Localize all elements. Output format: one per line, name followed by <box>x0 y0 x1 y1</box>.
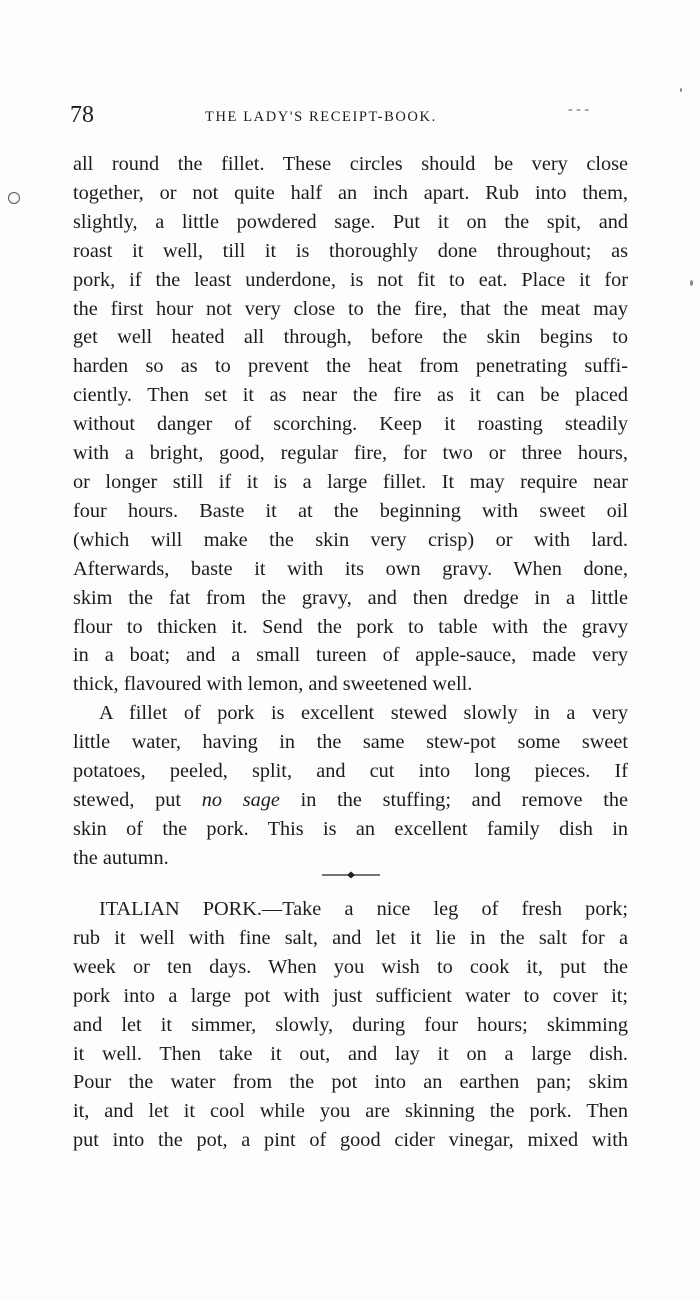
text-line: rub it well with fine salt, and let it lie in the salt for a <box>73 926 628 949</box>
text-line: or longer still if it is a large fillet. It may require near <box>73 470 628 493</box>
text-run: stewed, put <box>73 788 202 811</box>
text-line: it well. Then take it out, and lay it on a large dish. <box>73 1042 628 1065</box>
page-header <box>70 102 630 138</box>
page-number: 78 <box>70 102 94 128</box>
text-line: (which will make the skin very crisp) or with lard. <box>73 528 628 551</box>
margin-mark <box>8 192 20 204</box>
text-line: with a bright, good, regular fire, for two or three hours, <box>73 442 628 465</box>
body-text-bottom <box>73 895 628 1155</box>
recipe-heading-line: ITALIAN PORK.—Take a nice leg of fresh pork; <box>99 898 628 920</box>
text-line: all round the fillet. These circles should be very close <box>73 153 628 175</box>
text-line: it, and let it cool while you are skinning the pork. Then <box>73 1100 628 1123</box>
text-line: without danger of scorching. Keep it roasting steadily <box>73 413 628 436</box>
text-line: ciently. Then set it as near the fire as it can be placed <box>73 384 628 407</box>
ink-speck <box>680 88 682 92</box>
text-line: Pour the water from the pot into an earthen pan; skim <box>73 1071 628 1094</box>
text-line: thick, flavoured with lemon, and sweetened well. <box>73 673 473 696</box>
text-line: Afterwards, baste it with its own gravy. When done, <box>73 557 628 580</box>
text-line: potatoes, peeled, split, and cut into long pieces. If <box>73 760 628 783</box>
text-line: in a boat; and a small tureen of apple-sauce, made very <box>73 644 628 667</box>
text-line: skim the fat from the gravy, and then dredge in a little <box>73 586 628 609</box>
section-divider <box>322 870 380 880</box>
italic-phrase: no sage <box>201 788 280 811</box>
running-title: THE LADY'S RECEIPT-BOOK. <box>205 109 437 125</box>
text-line: the first hour not very close to the fire, that the meat may <box>73 297 628 320</box>
text-line: get well heated all through, before the skin begins to <box>73 326 628 349</box>
ink-speck <box>690 280 693 286</box>
text-line-with-italic <box>73 786 628 815</box>
text-line: roast it well, till it is thoroughly done throughout; as <box>73 239 628 262</box>
text-line: harden so as to prevent the heat from penetrating suffi- <box>73 355 628 378</box>
text-line: A fillet of pork is excellent stewed slowly in a very <box>99 702 628 725</box>
text-line: slightly, a little powdered sage. Put it on the spit, and <box>73 210 628 233</box>
text-line: and let it simmer, slowly, during four hours; skimming <box>73 1013 628 1036</box>
text-line: flour to thicken it. Send the pork to table with the gravy <box>73 615 628 638</box>
text-line: little water, having in the same stew-pot some sweet <box>73 731 628 754</box>
header-mark: - - - <box>568 102 589 117</box>
text-line: together, or not quite half an inch apart. Rub into them, <box>73 181 628 204</box>
text-line: pork, if the least underdone, is not fit to eat. Place it for <box>73 268 628 291</box>
text-line: the autumn. <box>73 846 169 869</box>
text-run: in the stuffing; and remove the <box>279 788 628 811</box>
text-line: put into the pot, a pint of good cider vinegar, mixed with <box>73 1129 628 1152</box>
text-line: pork into a large pot with just sufficient water to cover it; <box>73 984 628 1007</box>
text-line: four hours. Baste it at the beginning with sweet oil <box>73 499 628 522</box>
text-line: skin of the pork. This is an excellent family dish in <box>73 817 628 840</box>
text-line: week or ten days. When you wish to cook it, put the <box>73 955 628 978</box>
body-text-top <box>73 150 628 873</box>
